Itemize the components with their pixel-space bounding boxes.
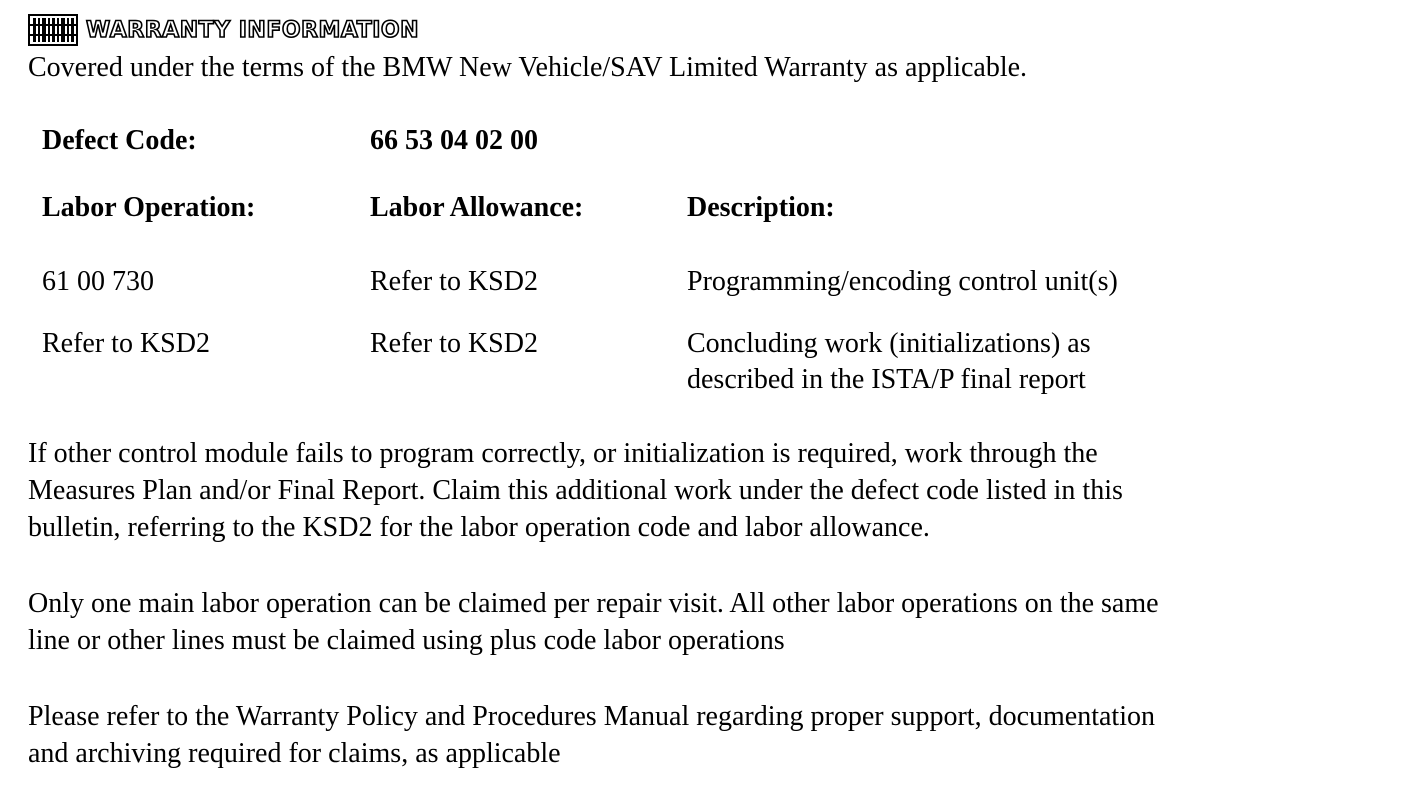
- paragraph-line: Measures Plan and/or Final Report. Claim this additional work under the defect code listed in this: [28, 475, 1123, 506]
- paragraph-line: and archiving required for claims, as applicable: [28, 738, 561, 769]
- row-1-labor-operation: 61 00 730: [42, 266, 154, 297]
- row-2-labor-operation: Refer to KSD2: [42, 328, 210, 359]
- warranty-document: [28, 12, 1388, 772]
- row-2-description-line-2: described in the ISTA/P final report: [687, 364, 1086, 395]
- column-header-labor-operation: Labor Operation:: [42, 192, 256, 223]
- labor-table: [28, 123, 1388, 435]
- row-2-labor-allowance: Refer to KSD2: [370, 328, 538, 359]
- defect-code-label: Defect Code:: [42, 125, 197, 156]
- row-2-description: [687, 326, 1091, 398]
- section-title: WARRANTY INFORMATION: [86, 17, 420, 43]
- row-2-description-line-1: Concluding work (initializations) as: [687, 328, 1091, 359]
- paragraph-policy-manual: [28, 698, 1388, 772]
- section-header: [28, 12, 1388, 48]
- column-header-labor-allowance: Labor Allowance:: [370, 192, 584, 223]
- paragraph-line: bulletin, referring to the KSD2 for the labor operation code and labor allowance.: [28, 512, 930, 543]
- defect-code-value: 66 53 04 02 00: [370, 125, 538, 156]
- paragraph-line: line or other lines must be claimed using plus code labor operations: [28, 625, 785, 656]
- row-1-description: Programming/encoding control unit(s): [687, 266, 1118, 297]
- coverage-statement: Covered under the terms of the BMW New Vehicle/SAV Limited Warranty as applicable.: [28, 52, 1028, 83]
- paragraph-line: Please refer to the Warranty Policy and Procedures Manual regarding proper support, documentation: [28, 701, 1155, 732]
- row-1-labor-allowance: Refer to KSD2: [370, 266, 538, 297]
- paragraph-line: Only one main labor operation can be claimed per repair visit. All other labor operations on the same: [28, 588, 1159, 619]
- column-header-description: Description:: [687, 192, 835, 223]
- paragraph-labor-operations: [28, 585, 1388, 659]
- paragraph-control-module: [28, 435, 1388, 546]
- paragraph-line: If other control module fails to program correctly, or initialization is required, work through the: [28, 438, 1098, 469]
- warranty-badge-icon: [28, 14, 78, 46]
